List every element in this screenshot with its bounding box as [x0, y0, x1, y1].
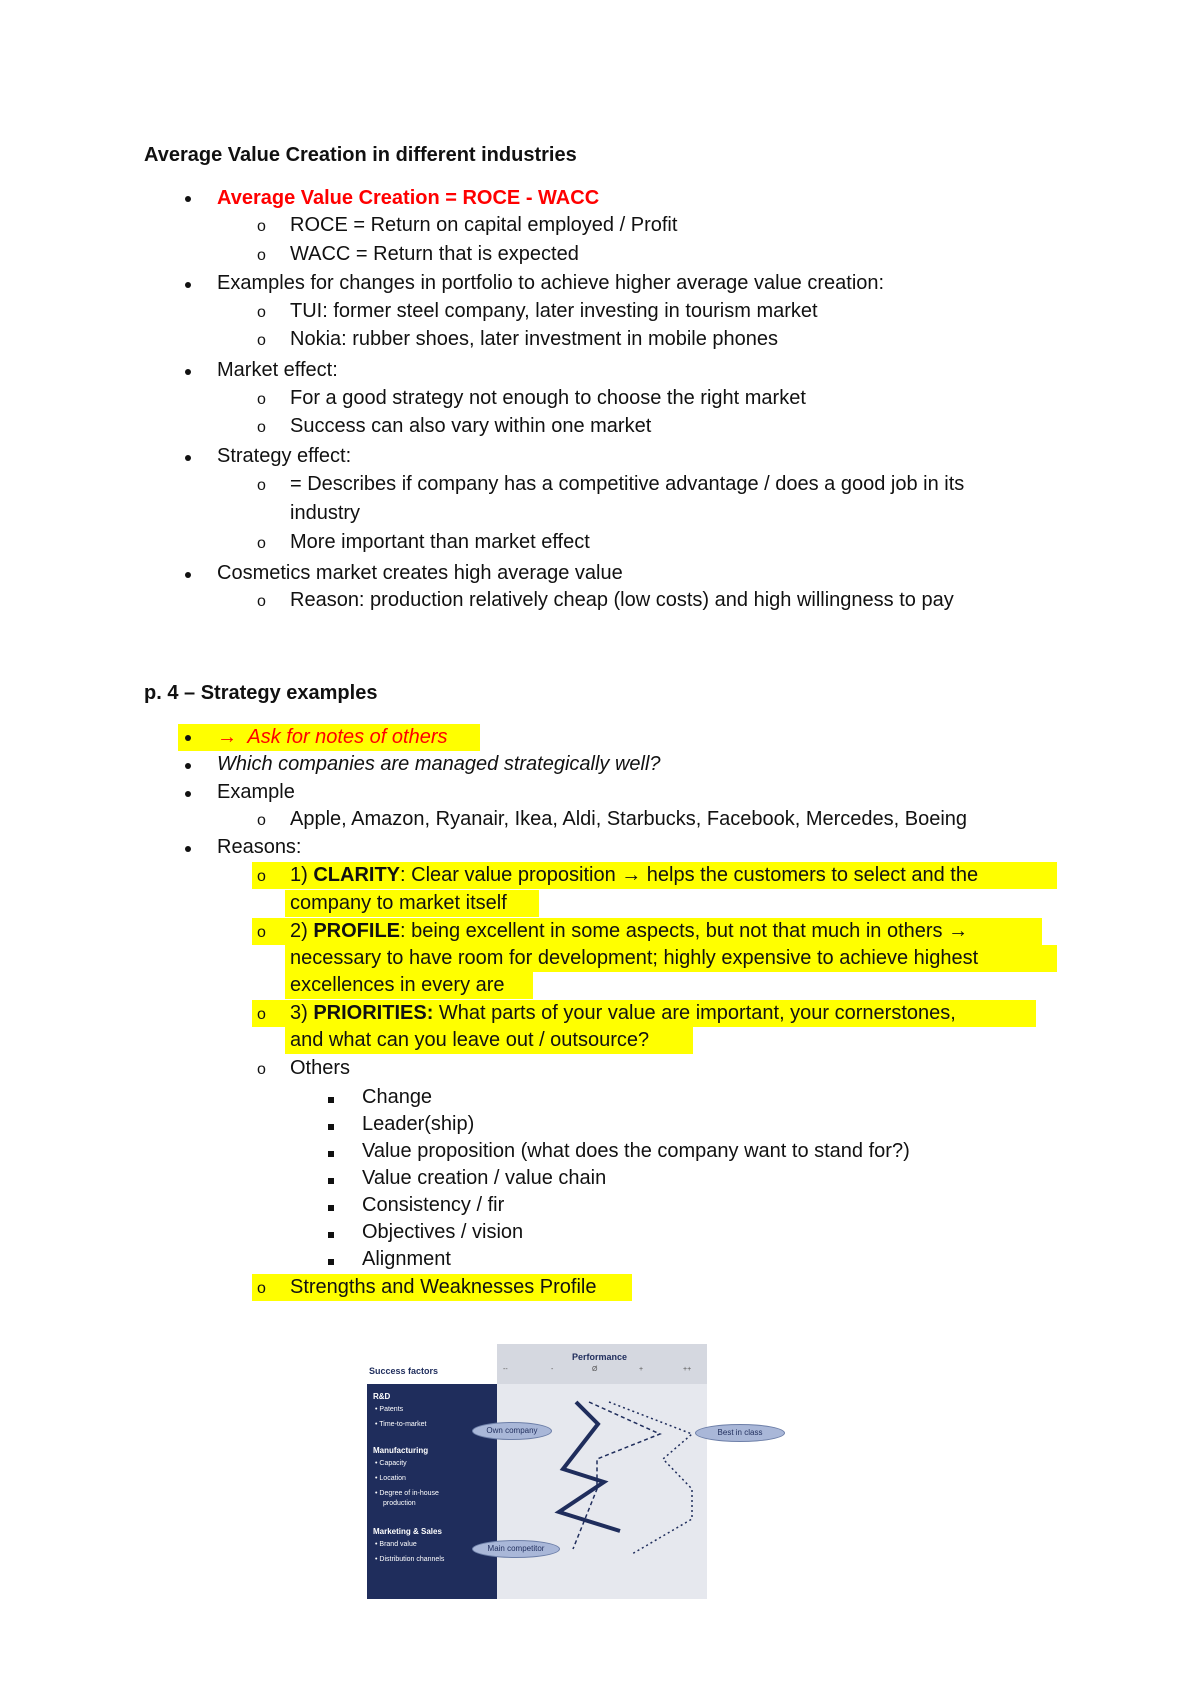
figure-perf-title: Performance — [572, 1352, 628, 1362]
reason-key: CLARITY — [313, 864, 401, 886]
group-item: • Degree of in-house — [375, 1490, 439, 1497]
reason-text: What parts of your value are important, your cornerstones, — [433, 1002, 956, 1024]
formula-line: Average Value Creation = ROCE - WACC — [217, 187, 600, 209]
list-item: Cosmetics market creates high average value — [217, 562, 623, 584]
square-bullet — [328, 1124, 334, 1130]
list-item: Value proposition (what does the company want to stand for?) — [362, 1140, 910, 1162]
list-item: Strategy effect: — [217, 445, 352, 467]
ask-notes-line — [217, 724, 447, 750]
bullet — [185, 846, 191, 852]
profile-lines — [367, 1344, 787, 1599]
arrow-icon: → — [948, 920, 969, 942]
sub-bullet: o — [257, 868, 266, 885]
bullet — [185, 455, 191, 461]
reason-text: : being excellent in some aspects, but not that much in others — [400, 920, 949, 942]
list-item: For a good strategy not enough to choose the right market — [290, 387, 806, 409]
sub-bullet: o — [257, 332, 266, 349]
square-bullet — [328, 1232, 334, 1238]
sub-bullet: o — [257, 218, 266, 235]
section-heading-value-creation: Average Value Creation in different industries — [144, 144, 577, 166]
sub-bullet: o — [257, 1006, 266, 1023]
question-line: Which companies are managed strategically well? — [217, 753, 661, 775]
reason-key: PROFILE — [313, 920, 401, 942]
arrow-icon: → — [217, 726, 237, 748]
list-item: Change — [362, 1086, 433, 1108]
list-item: Example — [217, 781, 295, 803]
group-item: • Brand value — [375, 1541, 417, 1548]
group-manufacturing: Manufacturing — [373, 1446, 429, 1455]
group-item-continuation: production — [383, 1500, 416, 1507]
sub-bullet: o — [257, 1280, 266, 1297]
list-item: Strengths and Weaknesses Profile — [290, 1276, 597, 1298]
list-item: TUI: former steel company, later investing in tourism market — [290, 300, 818, 322]
sub-bullet: o — [257, 477, 266, 494]
arrow-icon: → — [621, 864, 642, 886]
label-own-company: Own company — [472, 1422, 552, 1440]
strengths-weaknesses-figure — [367, 1344, 787, 1599]
group-item: • Patents — [375, 1406, 404, 1413]
list-item: Reasons: — [217, 836, 302, 858]
list-item: Alignment — [362, 1248, 451, 1270]
sub-bullet: o — [257, 419, 266, 436]
list-item: Success can also vary within one market — [290, 415, 652, 437]
group-item: • Time-to-market — [375, 1421, 427, 1428]
bullet — [185, 196, 191, 202]
list-item: Reason: production relatively cheap (low costs) and high willingness to pay — [290, 589, 954, 611]
reason-key: PRIORITIES: — [313, 1002, 434, 1024]
section-heading-strategy-examples: p. 4 – Strategy examples — [144, 682, 378, 704]
group-item: • Capacity — [375, 1460, 407, 1467]
figure-left-title: Success factors — [369, 1366, 439, 1376]
reason-text: helps the customers to select and the — [641, 864, 979, 886]
group-item: • Location — [375, 1475, 406, 1482]
list-item: WACC = Return that is expected — [290, 243, 579, 265]
list-item: ROCE = Return on capital employed / Profit — [290, 214, 678, 236]
sub-bullet: o — [257, 391, 266, 408]
bullet — [185, 763, 191, 769]
list-item: More important than market effect — [290, 531, 590, 553]
sub-bullet: o — [257, 535, 266, 552]
sub-bullet: o — [257, 593, 266, 610]
label-best-in-class: Best in class — [695, 1424, 785, 1442]
list-item: Apple, Amazon, Ryanair, Ikea, Aldi, Starbucks, Facebook, Mercedes, Boeing — [290, 808, 968, 830]
bullet — [185, 369, 191, 375]
square-bullet — [328, 1097, 334, 1103]
list-item: Nokia: rubber shoes, later investment in mobile phones — [290, 328, 779, 350]
reason-priorities — [290, 1000, 956, 1026]
reason-number: 1) — [290, 864, 314, 886]
list-item: Value creation / value chain — [362, 1167, 607, 1189]
group-rd: R&D — [373, 1392, 391, 1401]
ask-notes-text: Ask for notes of others — [247, 726, 448, 748]
reason-number: 2) — [290, 920, 314, 942]
reason-continuation: excellences in every are — [290, 974, 505, 996]
sub-bullet: o — [257, 812, 266, 829]
sub-bullet: o — [257, 924, 266, 941]
group-marketing: Marketing & Sales — [373, 1527, 442, 1536]
square-bullet — [328, 1178, 334, 1184]
bullet — [185, 572, 191, 578]
bullet — [185, 735, 191, 741]
square-bullet — [328, 1259, 334, 1265]
square-bullet — [328, 1205, 334, 1211]
sub-bullet: o — [257, 1061, 266, 1078]
list-item: = Describes if company has a competitive advantage / does a good job in its — [290, 473, 965, 495]
list-item: Objectives / vision — [362, 1221, 524, 1243]
list-item: Leader(ship) — [362, 1113, 475, 1135]
list-item: Market effect: — [217, 359, 338, 381]
reason-text: : Clear value proposition — [400, 864, 622, 886]
list-item-continuation: industry — [290, 502, 361, 524]
tick-label: Ø — [592, 1366, 598, 1373]
reason-continuation: necessary to have room for development; highly expensive to achieve highest — [290, 947, 979, 969]
label-main-competitor: Main competitor — [472, 1540, 560, 1558]
sub-bullet: o — [257, 304, 266, 321]
reason-continuation: and what can you leave out / outsource? — [290, 1029, 650, 1051]
group-item: • Distribution channels — [375, 1556, 445, 1563]
list-item: Consistency / fir — [362, 1194, 505, 1216]
bullet — [185, 791, 191, 797]
reason-clarity — [290, 862, 978, 888]
square-bullet — [328, 1151, 334, 1157]
tick-label: - — [551, 1366, 554, 1373]
tick-label: ++ — [683, 1366, 692, 1373]
sub-bullet: o — [257, 247, 266, 264]
reason-continuation: company to market itself — [290, 892, 507, 914]
bullet — [185, 282, 191, 288]
tick-label: -- — [503, 1366, 508, 1373]
list-item: Others — [290, 1057, 351, 1079]
tick-label: + — [639, 1366, 644, 1373]
reason-number: 3) — [290, 1002, 314, 1024]
list-item: Examples for changes in portfolio to achieve higher average value creation: — [217, 272, 885, 294]
reason-profile — [290, 918, 968, 944]
